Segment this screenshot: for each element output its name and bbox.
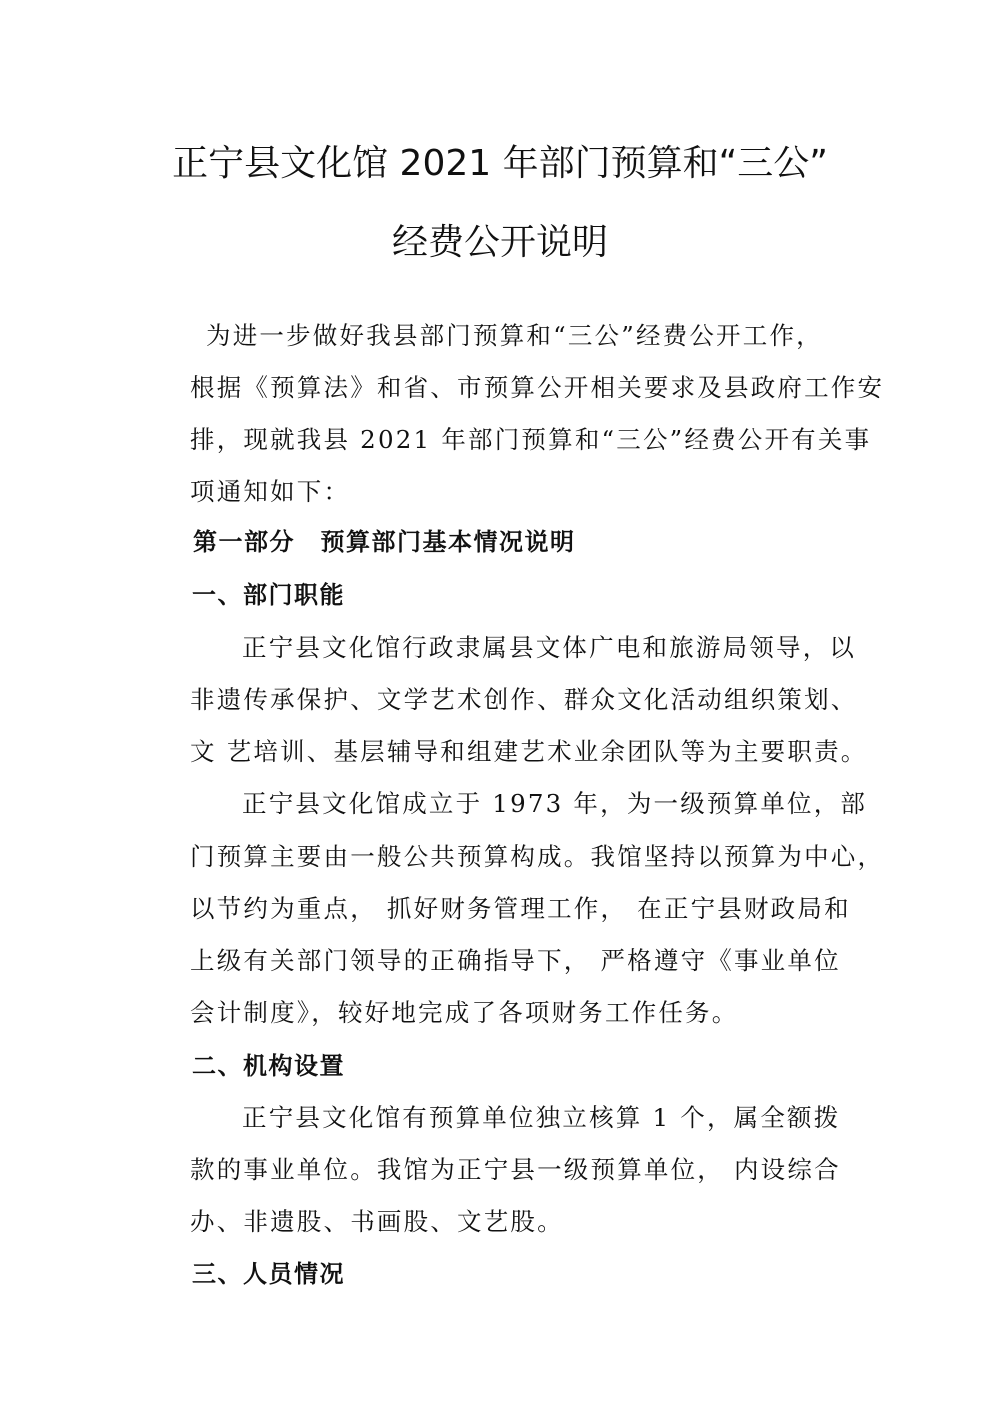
document-title-line-1: 正宁县文化馆 2021 年部门预算和“三公” <box>172 143 828 184</box>
section-2-para-line: 款的事业单位。我馆为正宁县一级预算单位， 内设综合 <box>190 1155 841 1184</box>
part-1-heading: 第一部分 预算部门基本情况说明 <box>193 528 576 556</box>
section-1-para-1-line: 非遗传承保护、文学艺术创作、群众文化活动组织策划、 <box>190 685 858 714</box>
section-1-para-2-line: 上级有关部门领导的正确指导下， 严格遵守《事业单位 <box>190 946 841 975</box>
intro-line: 排，现就我县 2021 年部门预算和“三公”经费公开有关事 <box>190 425 872 454</box>
section-2-para-line: 办、非遗股、书画股、文艺股。 <box>190 1207 564 1236</box>
intro-line: 根据《预算法》和省、市预算公开相关要求及县政府工作安 <box>190 373 885 402</box>
section-1-para-2-line: 正宁县文化馆成立于 1973 年，为一级预算单位，部 <box>242 789 868 818</box>
intro-line: 项通知如下： <box>190 477 351 506</box>
section-1-heading: 一、部门职能 <box>192 581 345 609</box>
section-2-heading: 二、机构设置 <box>192 1052 345 1080</box>
section-1-para-2-line: 以节约为重点， 抓好财务管理工作， 在正宁县财政局和 <box>190 894 851 923</box>
section-1-para-1-line: 文 艺培训、基层辅导和组建艺术业余团队等为主要职责。 <box>190 737 868 766</box>
intro-line: 为进一步做好我县部门预算和“三公”经费公开工作， <box>206 321 823 350</box>
section-1-para-1-line: 正宁县文化馆行政隶属县文体广电和旅游局领导，以 <box>242 633 857 662</box>
document-title-line-2: 经费公开说明 <box>391 222 608 263</box>
section-3-heading: 三、人员情况 <box>192 1260 345 1288</box>
section-2-para-line: 正宁县文化馆有预算单位独立核算 1 个，属全额拨 <box>242 1103 841 1132</box>
section-1-para-2-line: 会计制度》，较好地完成了各项财务工作任务。 <box>190 998 739 1027</box>
section-1-para-2-line: 门预算主要由一般公共预算构成。我馆坚持以预算为中心， <box>190 842 885 871</box>
